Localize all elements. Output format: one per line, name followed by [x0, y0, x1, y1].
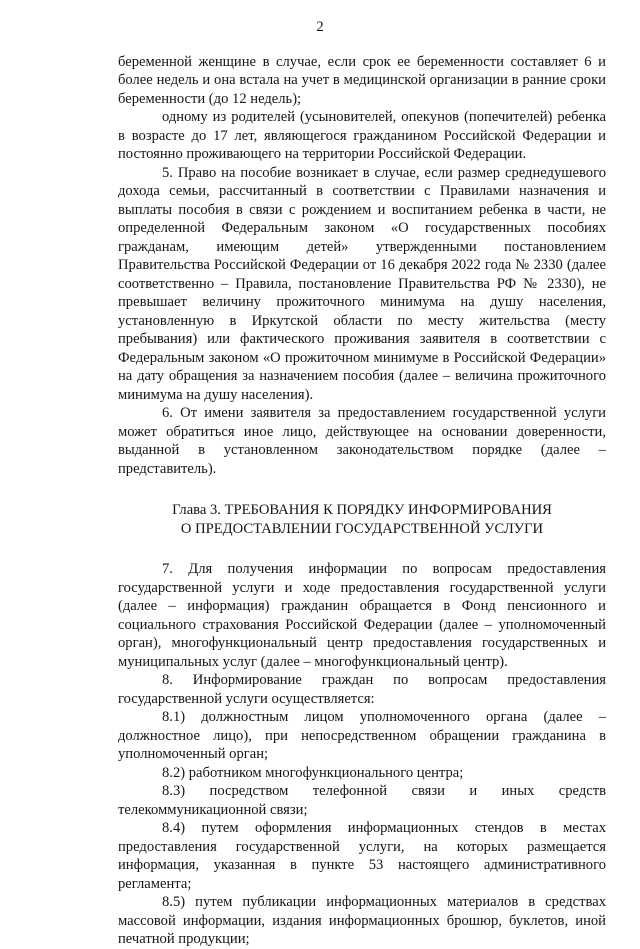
paragraph-6-representative: 6. От имени заявителя за предоставлением государственной услуги может обратиться иное лицо, действующее на основании доверенности, выданной в установленном законодательством порядке (далее – представитель). — [118, 405, 606, 477]
paragraph-parent: одному из родителей (усыновителей, опекунов (попечителей) ребенка в возрасте до 17 лет, являющегося гражданином Российской Федерации и постоянно проживающего на территории Российской Федерации. — [118, 109, 606, 162]
paragraph-8-2-mfc-employee: 8.2) работником многофункционального центра; — [162, 764, 464, 781]
chapter-heading-line-2: О ПРЕДОСТАВЛЕНИИ ГОСУДАРСТВЕННОЙ УСЛУГИ — [180, 520, 544, 537]
paragraph-8-3-telephone: 8.3) посредством телефонной связи и иных средств телекоммуникационной связи; — [118, 783, 606, 818]
paragraph-8-5-publications: 8.5) путем публикации информационных материалов в средствах массовой информации, издания информационных брошюр, буклетов, иной печатной продукции; — [118, 894, 606, 947]
page-number: 2 — [316, 19, 324, 35]
paragraph-8-4-stands: 8.4) путем оформления информационных стендов в местах предоставления государственной услуги, на которых размещается информация, указанная в пункте 53 настоящего административного регламента; — [118, 820, 606, 892]
paragraph-pregnant-woman: беременной женщине в случае, если срок ее беременности составляет 6 и более недель и она встала на учет в медицинской организации в ранние сроки беременности (до 12 недель); — [118, 53, 606, 107]
paragraph-5-right-to-benefit: 5. Право на пособие возникает в случае, если размер среднедушевого дохода семьи, рассчитанный в соответствии с Правилами назначения и выплаты пособия в связи с рождением и воспитанием ребенка в части, не определенной Федеральным законом «О государственных пособиях гражданам, имеющим детей» утвержденными постановлением Правительства Российской Федерации от 16 декабря 2022 года № 2330 (далее соответственно – Правила, постановление Правительства РФ № 2330), не превышает величину прожиточного минимума на душу населения, установленную в Иркутской области по месту жительства (месту пребывания) или фактического проживания заявителя в соответствии с Федеральным законом «О прожиточном минимуме в Российской Федерации» на дату обращения за назначением пособия (далее – величина прожиточного минимума на душу населения). — [118, 164, 606, 403]
paragraph-8-1-official: 8.1) должностным лицом уполномоченного органа (далее – должностное лицо), при непосредственном обращении гражданина в уполномоченный орган; — [118, 709, 606, 762]
chapter-heading — [118, 501, 606, 538]
chapter-heading-line-1: Глава 3. ТРЕБОВАНИЯ К ПОРЯДКУ ИНФОРМИРОВАНИЯ — [172, 502, 552, 518]
paragraph-8-informing: 8. Информирование граждан по вопросам предоставления государственной услуги осуществляется: — [118, 672, 606, 707]
paragraph-7-obtaining-information: 7. Для получения информации по вопросам предоставления государственной услуги и ходе предоставления государственной услуги (далее – информация) гражданин обращается в Фонд пенсионного и социального страхования Российской Федерации (далее – уполномоченный орган), многофункциональный центр предоставления государственных и муниципальных услуг (далее – многофункциональный центр). — [118, 561, 606, 670]
